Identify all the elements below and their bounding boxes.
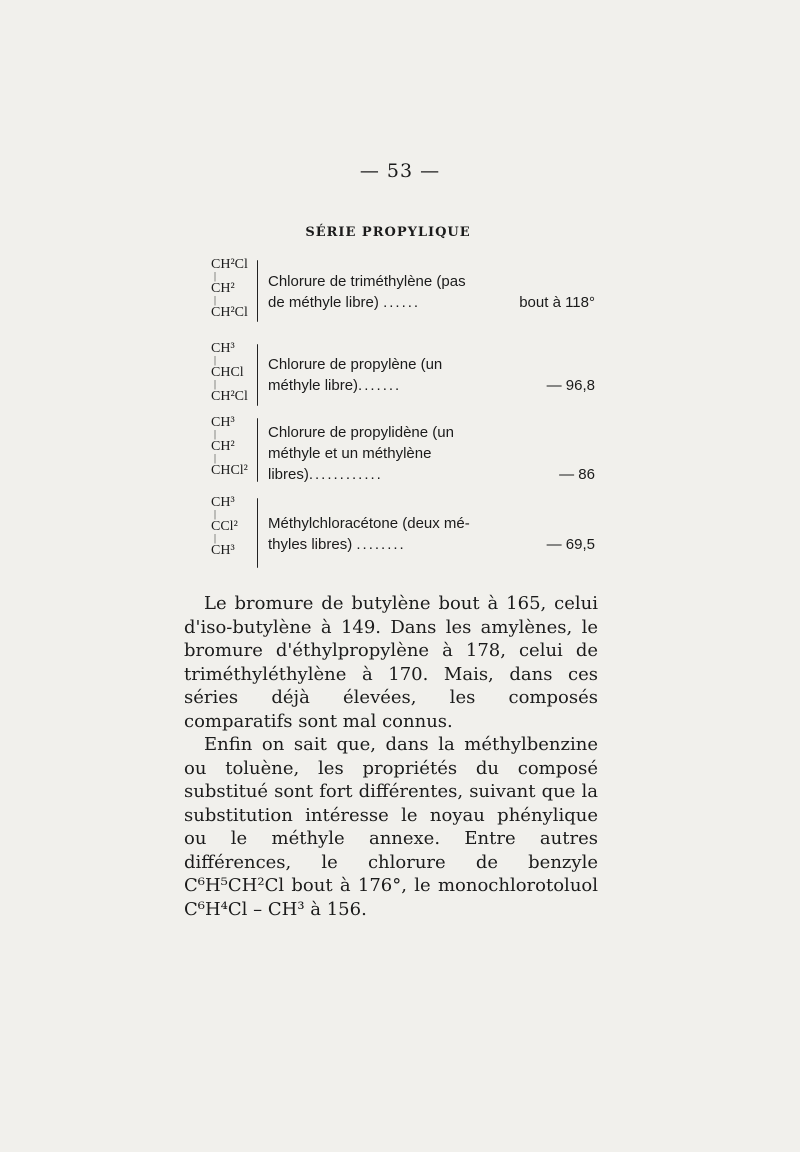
bond-line: | (214, 355, 217, 366)
description-line: Chlorure de propylidène (un (268, 424, 454, 441)
bond-line: | (214, 429, 217, 440)
boiling-point: — 96,8 (546, 377, 595, 394)
formula-group: CCl² (211, 519, 238, 534)
paragraph: Enfin on sait que, dans la méthylbenzine ou toluène, les propriétés du composé substitué sont fort différentes, suivant que la substitution intéresse le noyau phénylique ou le méthyle annexe. Entre autres différences, le chlorure de benzyle C⁶H⁵CH²Cl bout à 176°, le monochlorotoluol C⁶H⁴Cl – CH³ à 156. (184, 734, 598, 920)
grouping-brace (257, 344, 258, 406)
formula-group: CH²Cl (211, 257, 248, 272)
grouping-brace (257, 498, 258, 568)
description-line: thyles libres) ........ (268, 536, 406, 553)
description-line: Méthylchloracétone (deux mé- (268, 515, 470, 532)
structural-formula (211, 414, 248, 479)
formula-group: CHCl (211, 365, 244, 380)
body-text (184, 592, 598, 921)
grouping-brace (257, 260, 258, 322)
grouping-brace (257, 418, 258, 482)
structural-formula (211, 494, 238, 559)
boiling-point: bout à 118° (519, 294, 595, 311)
formula-group: CH²Cl (211, 389, 248, 404)
formula-group: CH²Cl (211, 305, 248, 320)
bond-line: | (214, 271, 217, 282)
description-line: méthyle libre)....... (268, 377, 402, 394)
compound-description (268, 513, 588, 555)
description-line: libres)............ (268, 466, 383, 483)
structural-formula (211, 256, 248, 321)
page-number: — 53 — (359, 160, 441, 182)
leader-dots: ....... (358, 377, 402, 394)
bond-line: | (214, 379, 217, 390)
compound-description (268, 422, 588, 485)
compound-entry (211, 340, 601, 410)
leader-dots: ...... (383, 294, 421, 311)
formula-group: CH² (211, 281, 235, 296)
bond-line: | (214, 533, 217, 544)
compound-entry (211, 256, 601, 326)
bond-line: | (214, 509, 217, 520)
description-line: de méthyle libre) ...... (268, 294, 421, 311)
formula-group: CH² (211, 439, 235, 454)
paragraph: Le bromure de butylène bout à 165, celui d'iso-butylène à 149. Dans les amylènes, le bromure d'éthylpropylène à 178, celui de triméthyléthylène à 170. Mais, dans ces séries déjà élevées, les composés comparatifs sont mal connus. (184, 593, 598, 732)
formula-group: CH³ (211, 415, 235, 430)
compound-description (268, 354, 588, 396)
compound-entry (211, 414, 601, 486)
leader-dots: ............ (308, 466, 383, 483)
formula-group: CH³ (211, 543, 235, 558)
description-line: Chlorure de triméthylène (pas (268, 273, 466, 290)
leader-dots: ........ (356, 536, 406, 553)
formula-group: CHCl² (211, 463, 248, 478)
boiling-point: — 86 (559, 466, 595, 483)
compound-entry (211, 494, 601, 572)
formula-group: CH³ (211, 341, 235, 356)
bond-line: | (214, 453, 217, 464)
bond-line: | (214, 295, 217, 306)
description-line: méthyle et un méthylène (268, 445, 432, 462)
structural-formula (211, 340, 248, 405)
description-line: Chlorure de propylène (un (268, 356, 443, 373)
section-title: SÉRIE PROPYLIQUE (305, 225, 471, 240)
formula-group: CH³ (211, 495, 235, 510)
boiling-point: — 69,5 (546, 536, 595, 553)
